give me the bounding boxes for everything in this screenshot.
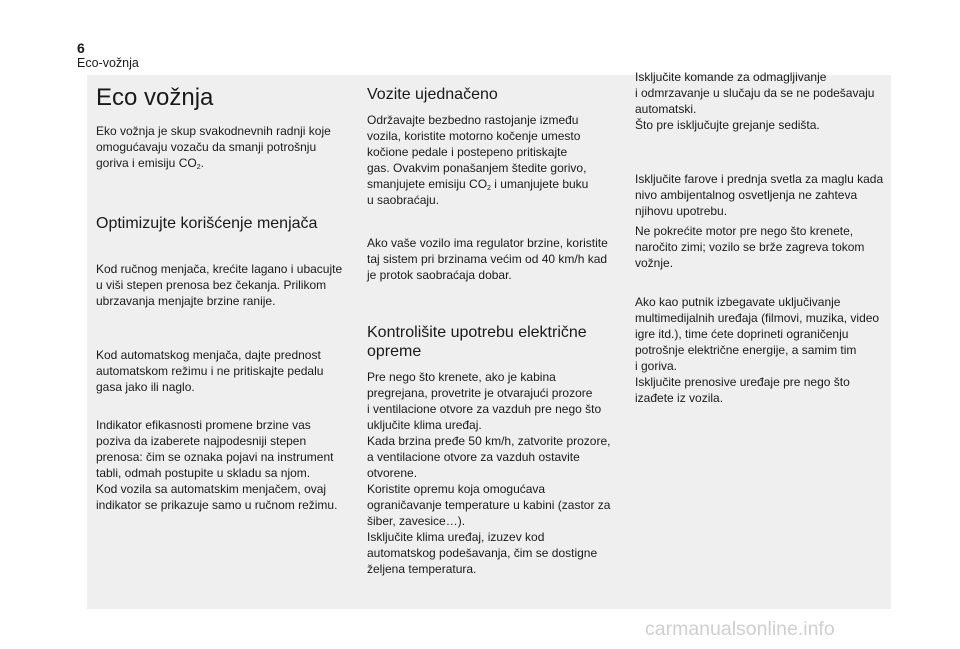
heading-electrical-equipment: Kontrolišite upotrebu električne opreme	[367, 324, 587, 360]
page-number: 6	[77, 40, 85, 56]
paragraph-fog-lights: Isključite farove i prednja svetla za maglu kada nivo ambijentalnog osvetljenja ne zahteva njihovu upotrebu.	[635, 172, 884, 218]
section-title: Eco-vožnja	[77, 56, 139, 70]
co2-subscript: 2	[196, 164, 201, 171]
heading-gearbox: Optimizujte korišćenje menjača	[96, 215, 318, 232]
paragraph-multimedia: Ako kao putnik izbegavate uključivanje multimedijalnih uređaja (filmovi, muzika, video igre itd.), time ćete doprineti ograničenju potrošnje električne energije, a samim tim i goriva. Isključite prenosive uređaje pre nego što izađete iz vozila.	[635, 295, 880, 405]
paragraph-manual-gearbox: Kod ručnog menjača, krećite lagano i ubacujte u viši stepen prenosa bez čekanja. Prilikom ubrzavanja menjajte brzine ranije.	[96, 262, 343, 308]
heading-drive-steadily: Vozite ujednačeno	[367, 86, 498, 103]
watermark: carmanualsonline.info	[645, 618, 835, 640]
paragraph-defogging: Isključite komande za odmagljivanje i odmrzavanje u slučaju da se ne podešavaju automatski. Što pre isključujte grejanje sedišta.	[635, 70, 875, 132]
page-header	[77, 41, 139, 70]
paragraph-gear-indicator: Indikator efikasnosti promene brzine vas poziva da izaberete najpodesniji stepen prenosa: čim se oznaka pojavi na instrument tabli, odmah postupite u skladu sa njom. Kod vozila sa automatskim menjačem, ovaj indikator se prikazuje samo u ručnom režimu.	[96, 418, 338, 512]
main-title: Eco vožnja	[96, 84, 214, 111]
content-panel	[87, 70, 891, 609]
paragraph-engine-idle: Ne pokrećite motor pre nego što krenete, naročito zimi; vozilo se brže zagreva tokom vožnje.	[635, 224, 865, 270]
paragraph-electrical-equipment: Pre nego što krenete, ako je kabina pregrejana, provetrite je otvarajući prozore i ventilacione otvore za vazduh pre nego što uključite klima uređaj. Kada brzina pređe 50 km/h, zatvorite prozore, a ventilacione otvore za vazduh ostavite otvorene. Koristite opremu koja omogućava ograničavanje temperature u kabini (zastor za šiber, zavesice…). Isključite klima uređaj, izuzev kod automatskog podešavanja, čim se dostigne željena temperatura.	[367, 370, 611, 576]
paragraph-automatic-gearbox: Kod automatskog menjača, dajte prednost automatskom režimu i ne pritiskajte pedalu gasa jako ili naglo.	[96, 348, 324, 394]
paragraph-drive-steadily: Održavajte bezbedno rastojanje između vozila, koristite motorno kočenje umesto kočione pedale i postepeno pritiskajte gas. Ovakvim ponašanjem štedite gorivo, smanjujete emisiju $CO_2$ i umanjujete buku u saobraćaju.	[367, 113, 589, 207]
intro-paragraph: Eko vožnja je skup svakodnevnih radnji koje omogućavaju vozaču da smanji potrošnju goriva i emisiju $CO_2$.	[96, 124, 331, 171]
co2-subscript: 2	[487, 185, 491, 192]
paragraph-cruise-control: Ako vaše vozilo ima regulator brzine, koristite taj sistem pri brzinama većim od 40 km/h kad je protok saobraćaja dobar.	[367, 236, 608, 282]
